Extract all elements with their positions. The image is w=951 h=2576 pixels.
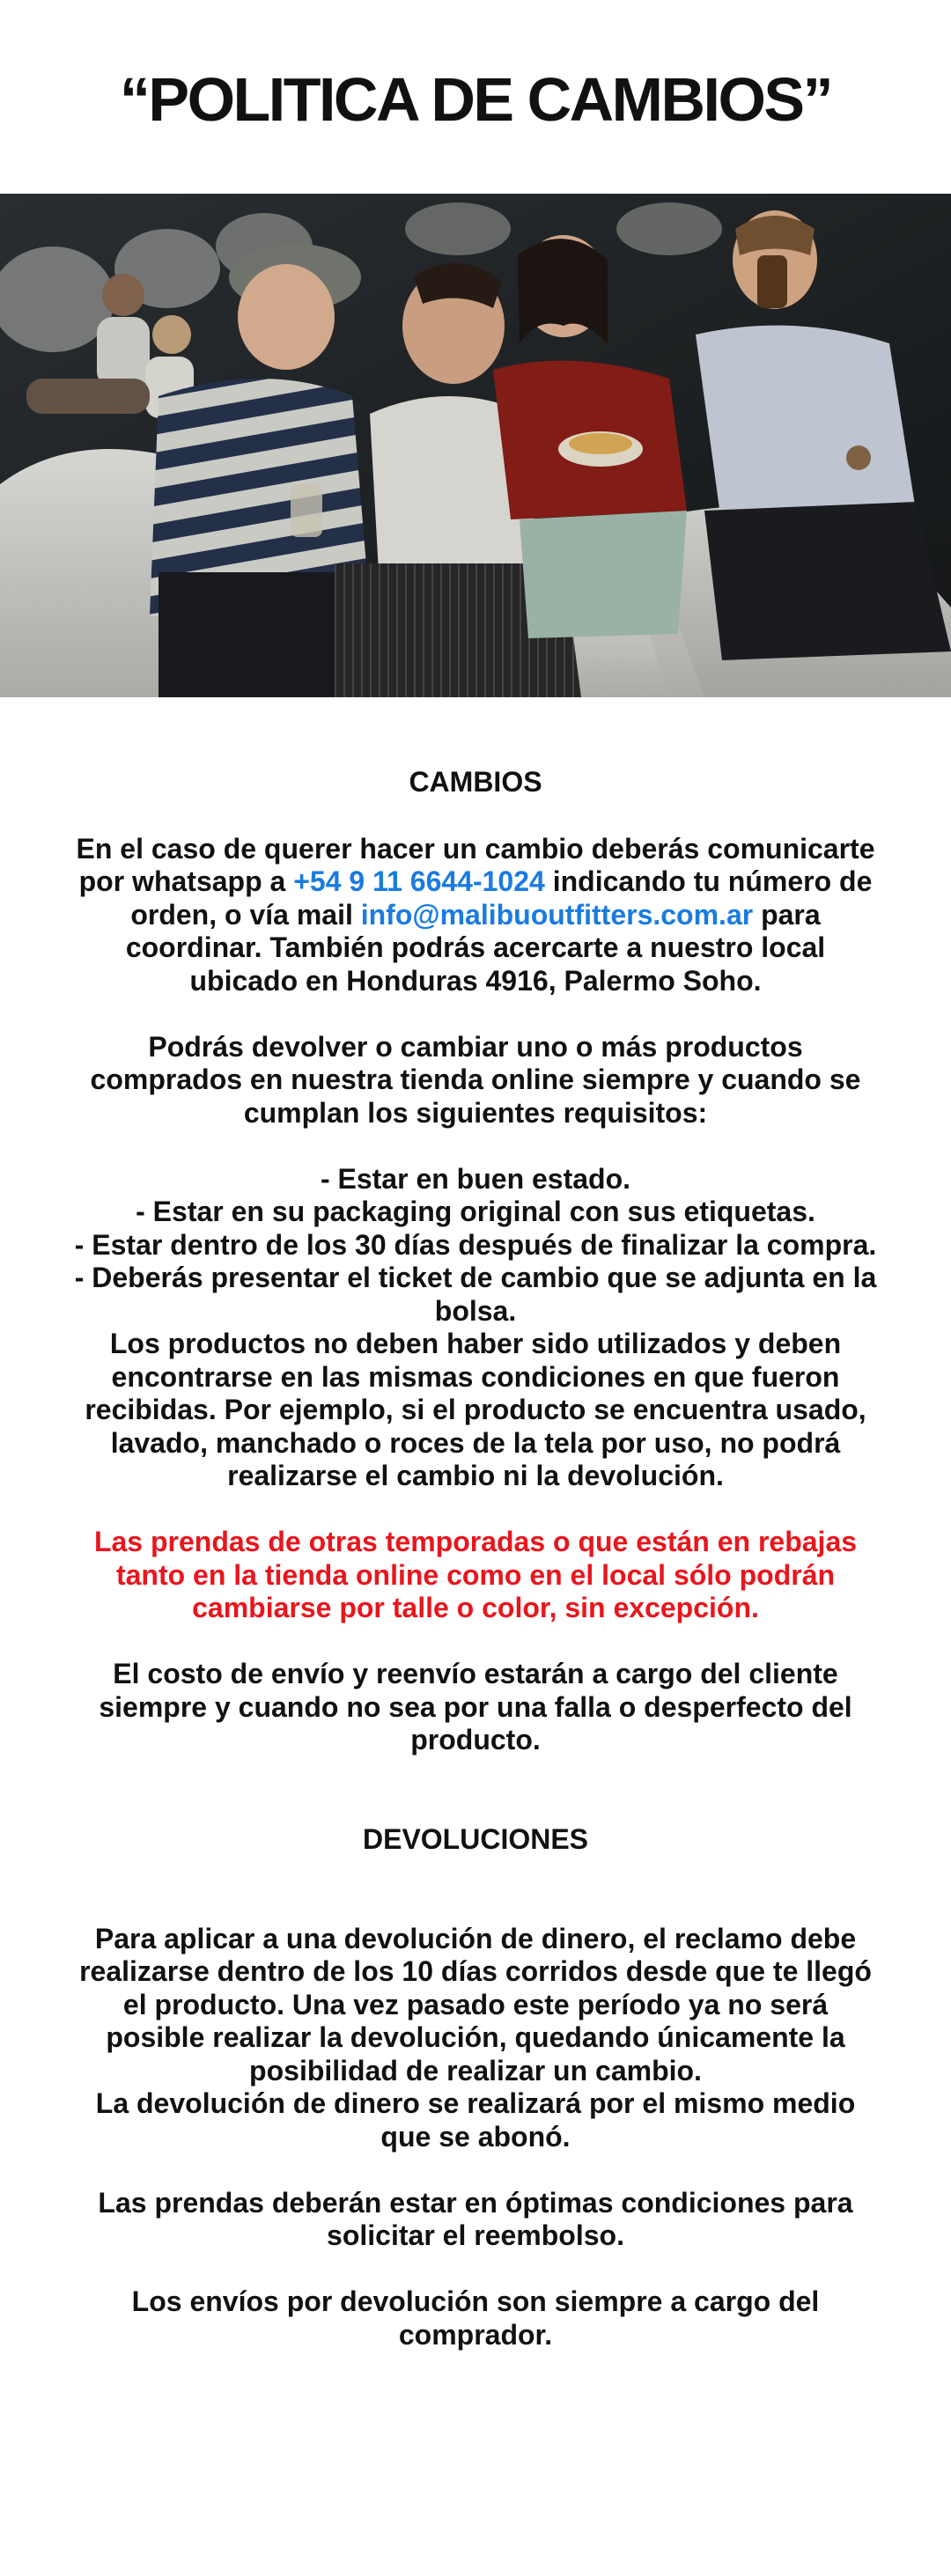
policy-content — [70, 766, 881, 2352]
page-title: “POLITICA DE CAMBIOS” — [119, 65, 832, 134]
requirement-item: - Deberás presentar el ticket de cambio que se adjunta en la bolsa. — [74, 1262, 877, 1327]
cambios-intro-text-1: En el caso de querer hacer un cambio deberás comunicarte por whatsapp a — [76, 832, 875, 897]
refund-method-paragraph: La devolución de dinero se realizará por el mismo medio que se abonó. — [95, 2087, 856, 2153]
section-title-devoluciones: DEVOLUCIONES — [362, 1823, 589, 1855]
requirement-item: - Estar en buen estado. — [320, 1162, 631, 1195]
hero-photo-illustration — [0, 194, 951, 697]
email-link[interactable]: info@malibuoutfitters.com.ar — [360, 898, 754, 931]
hero-image — [0, 194, 951, 697]
refund-condition-paragraph: Las prendas deberán estar en óptimas condiciones para solicitar el reembolso. — [98, 2186, 853, 2251]
cambios-intro-text-3: para coordinar. También podrás acercarte a nuestro local ubicado en Honduras 4916, Palermo Soho. — [125, 898, 826, 997]
cambios-intro-text-2: indicando tu número de orden, o vía mail — [130, 865, 873, 931]
requirement-item: - Estar dentro de los 30 días después de finalizar la compra. — [74, 1228, 877, 1261]
shipping-cost-paragraph: El costo de envío y reenvío estarán a cargo del cliente siempre y cuando no sea por una falla o desperfecto del producto. — [99, 1658, 852, 1755]
refund-policy-paragraph: Para aplicar a una devolución de dinero, el reclamo debe realizarse dentro de los 10 días corridos desde que te llegó el producto. Una vez pasado este período ya no será posible realizar la devolución, quedando únicamente la posibilidad de realizar un cambio. — [79, 1922, 872, 2087]
section-title-cambios: CAMBIOS — [409, 766, 542, 798]
requirements-intro: Podrás devolver o cambiar uno o más productos comprados en nuestra tienda online siempre y cuando se cumplan los siguientes requisitos: — [90, 1030, 861, 1129]
usage-condition-paragraph: Los productos no deben haber sido utilizados y deben encontrarse en las mismas condiciones en que fueron recibidas. Por ejemplo, si el producto se encuentra usado, lavado, manchado o roces de la tela por uso, no podrá realizarse el cambio ni la devolución. — [85, 1328, 866, 1491]
return-shipping-paragraph: Los envíos por devolución son siempre a cargo del comprador. — [131, 2285, 820, 2351]
whatsapp-phone-link[interactable]: +54 9 11 6644-1024 — [293, 865, 545, 897]
cambios-intro-paragraph — [70, 833, 881, 998]
requirement-item: - Estar en su packaging original con sus etiquetas. — [136, 1196, 815, 1227]
sale-notice: Las prendas de otras temporadas o que están en rebajas tanto en la tienda online como en el local sólo podrán cambiarse por talle o color, sin excepción. — [93, 1526, 858, 1623]
